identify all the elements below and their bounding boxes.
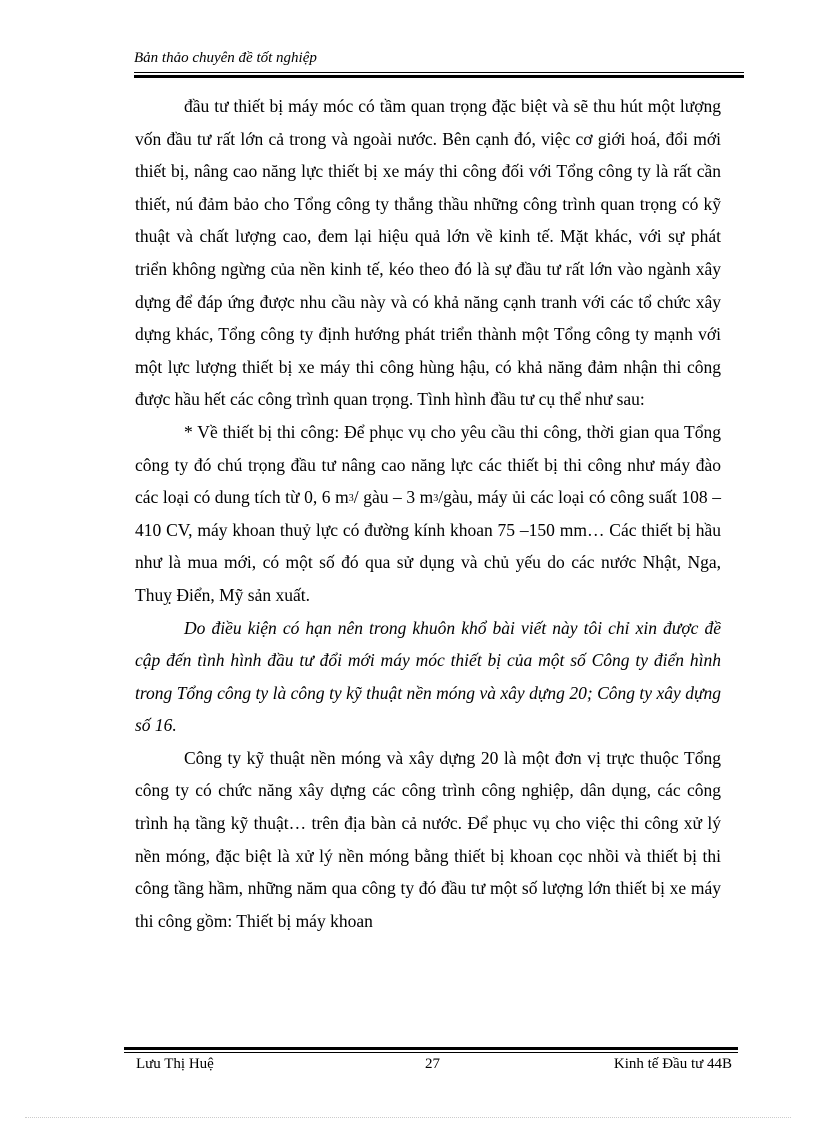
footer-author: Lưu Thị Huệ — [136, 1056, 214, 1072]
footer-class-name: Kinh tế Đầu tư 44B — [613, 1056, 732, 1072]
page-header-title: Bản thảo chuyên đề tốt nghiệp — [134, 50, 317, 66]
header-divider-thick — [134, 75, 744, 78]
superscript-cubed-1: 3 — [348, 493, 354, 505]
footer-divider-thick — [124, 1047, 738, 1050]
paragraph-3-text: Do điều kiện có hạn nên trong khuôn khổ bài viết này tôi chỉ xin được đề cập đến tình hình đầu tư đổi mới máy móc thiết bị của một số Công ty điển hình trong Tổng công ty là công ty kỹ thuật nền móng và xây dựng 20; Công ty xây dựng số 16. — [135, 617, 721, 736]
paragraph-1 — [135, 90, 721, 416]
paragraph-2-text-b: / gàu – 3 m — [353, 487, 434, 508]
document-body — [135, 90, 721, 937]
paragraph-3 — [135, 612, 721, 742]
paragraph-2-text-c: /gàu, máy ủi các loại có công suất 108 – 410 CV, máy khoan thuỷ lực có đường kính khoan 75 –150 mm… Các thiết bị hầu như là mua mới, có một số đó qua sử dụng và chủ yếu do các nước Nhật, Nga, Thuỵ Điển, Mỹ sản xuất. — [135, 487, 721, 605]
page-bottom-border — [25, 1117, 791, 1118]
footer-page-number: 27 — [425, 1056, 440, 1072]
paragraph-2-text-a: * Về thiết bị thi công: Để phục vụ cho yêu cầu thi công, thời gian qua Tổng công ty đó chú trọng đầu tư nâng cao năng lực các thiết bị thi công như máy đào các loại có dung tích từ 0, 6 m — [135, 421, 721, 508]
paragraph-4-text: Công ty kỹ thuật nền móng và xây dựng 20 là một đơn vị trực thuộc Tổng công ty có chức năng xây dựng các công trình công nghiệp, dân dụng, các công trình hạ tầng kỹ thuật… trên địa bàn cả nước. Để phục vụ cho việc thi công xử lý nền móng, đặc biệt là xử lý nền móng bằng thiết bị khoan cọc nhồi và thiết bị thi công tầng hầm, những năm qua công ty đó đầu tư một số lượng lớn thiết bị xe máy thi công gồm: Thiết bị máy khoan — [135, 747, 721, 931]
paragraph-1-text: đầu tư thiết bị máy móc có tầm quan trọng đặc biệt và sẽ thu hút một lượng vốn đầu tư rất lớn cả trong và ngoài nước. Bên cạnh đó, việc cơ giới hoá, đổi mới thiết bị, nâng cao năng lực thiết bị xe máy thi công đối với Tổng công ty là rất cần thiết, nú đảm bảo cho Tổng công ty thắng thầu những công trình quan trọng có kỹ thuật và chất lượng cao, đem lại hiệu quả lớn về kinh tế. Mặt khác, với sự phát triển không ngừng của nền kinh tế, kéo theo đó là sự đầu tư rất lớn vào ngành xây dựng để đáp ứng được nhu cầu này và có khả năng cạnh tranh với các tổ chức xây dựng khác, Tổng công ty định hướng phát triển thành một Tổng công ty mạnh với một lực lượng thiết bị xe máy thi công hùng hậu, có khả năng đảm nhận thi công được hầu hết các công trình quan trọng. Tình hình đầu tư cụ thể như sau: — [135, 96, 721, 410]
paragraph-4 — [135, 742, 721, 938]
paragraph-2 — [135, 416, 721, 612]
footer-divider-thin — [124, 1052, 738, 1053]
header-divider-thin — [134, 72, 744, 73]
superscript-cubed-2: 3 — [433, 493, 439, 505]
